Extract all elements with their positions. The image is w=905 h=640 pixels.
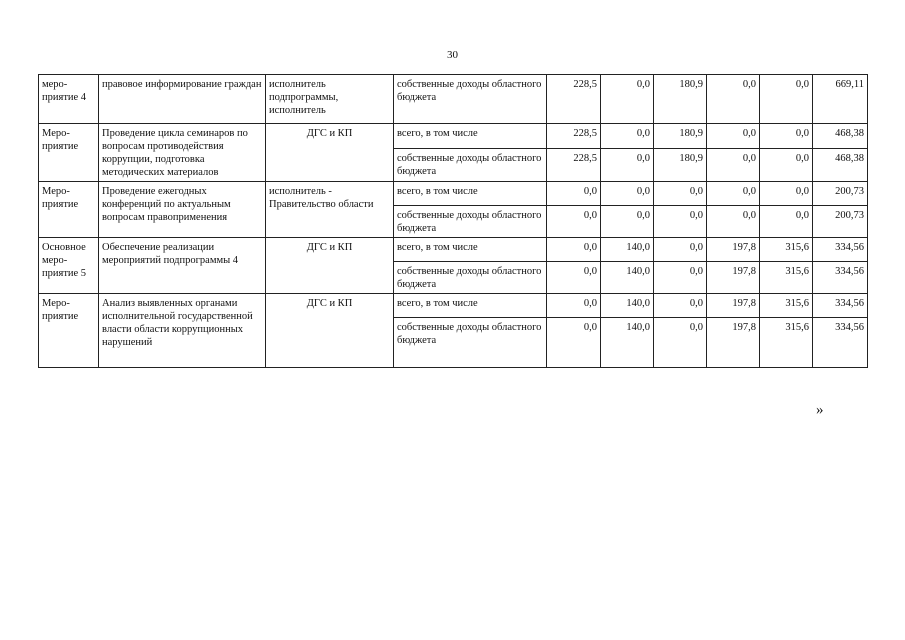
value-cell: 0,0 bbox=[654, 182, 707, 206]
value-cell: 180,9 bbox=[654, 148, 707, 181]
value-cell: 228,5 bbox=[547, 124, 601, 149]
value-cell: 200,73 bbox=[813, 206, 868, 238]
budget-table bbox=[38, 74, 868, 368]
value-cell: 0,0 bbox=[547, 294, 601, 318]
executor-cell: ДГС и КП bbox=[266, 238, 394, 294]
value-cell: 197,8 bbox=[707, 262, 760, 294]
funding-source-cell: всего, в том числе bbox=[394, 124, 547, 149]
value-cell: 0,0 bbox=[760, 182, 813, 206]
table-body bbox=[39, 75, 868, 368]
funding-source-cell: собственные доходы областного бюджета bbox=[394, 262, 547, 294]
value-cell: 315,6 bbox=[760, 238, 813, 262]
page-number: 30 bbox=[447, 49, 458, 61]
value-cell: 0,0 bbox=[707, 206, 760, 238]
value-cell: 0,0 bbox=[654, 294, 707, 318]
value-cell: 0,0 bbox=[654, 262, 707, 294]
value-cell: 0,0 bbox=[601, 148, 654, 181]
value-cell: 0,0 bbox=[760, 75, 813, 124]
value-cell: 228,5 bbox=[547, 148, 601, 181]
funding-source-cell: собственные доходы областного бюджета bbox=[394, 206, 547, 238]
value-cell: 468,38 bbox=[813, 148, 868, 181]
value-cell: 315,6 bbox=[760, 294, 813, 318]
closing-quote: » bbox=[816, 402, 824, 418]
measure-name-cell: Анализ выявленных органами исполнительной государственной власти области коррупционных нарушений bbox=[99, 294, 266, 368]
value-cell: 140,0 bbox=[601, 294, 654, 318]
value-cell: 0,0 bbox=[654, 318, 707, 368]
value-cell: 0,0 bbox=[760, 148, 813, 181]
measure-name-cell: Проведение ежегодных конференций по актуальным вопросам правоприменения bbox=[99, 182, 266, 238]
value-cell: 334,56 bbox=[813, 262, 868, 294]
value-cell: 315,6 bbox=[760, 262, 813, 294]
measure-type-cell: меро- приятие 4 bbox=[39, 75, 99, 124]
value-cell: 140,0 bbox=[601, 238, 654, 262]
value-cell: 200,73 bbox=[813, 182, 868, 206]
value-cell: 0,0 bbox=[601, 206, 654, 238]
table-row bbox=[39, 238, 868, 262]
funding-source-cell: собственные доходы областного бюджета bbox=[394, 75, 547, 124]
value-cell: 0,0 bbox=[547, 238, 601, 262]
funding-source-cell: собственные доходы областного бюджета bbox=[394, 148, 547, 181]
executor-cell: ДГС и КП bbox=[266, 124, 394, 182]
value-cell: 197,8 bbox=[707, 318, 760, 368]
value-cell: 0,0 bbox=[601, 75, 654, 124]
value-cell: 0,0 bbox=[547, 182, 601, 206]
table-row bbox=[39, 182, 868, 206]
table-row bbox=[39, 124, 868, 149]
funding-source-cell: всего, в том числе bbox=[394, 238, 547, 262]
value-cell: 0,0 bbox=[601, 182, 654, 206]
executor-cell: исполнитель - Правительство области bbox=[266, 182, 394, 238]
funding-source-cell: всего, в том числе bbox=[394, 182, 547, 206]
value-cell: 180,9 bbox=[654, 75, 707, 124]
value-cell: 334,56 bbox=[813, 238, 868, 262]
measure-name-cell: Обеспечение реализации мероприятий подпрограммы 4 bbox=[99, 238, 266, 294]
value-cell: 0,0 bbox=[707, 182, 760, 206]
measure-name-cell: правовое информирование граждан bbox=[99, 75, 266, 124]
value-cell: 0,0 bbox=[547, 262, 601, 294]
value-cell: 140,0 bbox=[601, 262, 654, 294]
table-row bbox=[39, 294, 868, 318]
value-cell: 0,0 bbox=[707, 148, 760, 181]
value-cell: 334,56 bbox=[813, 294, 868, 318]
value-cell: 0,0 bbox=[707, 124, 760, 149]
value-cell: 197,8 bbox=[707, 294, 760, 318]
value-cell: 0,0 bbox=[654, 206, 707, 238]
value-cell: 180,9 bbox=[654, 124, 707, 149]
value-cell: 0,0 bbox=[760, 206, 813, 238]
value-cell: 669,11 bbox=[813, 75, 868, 124]
value-cell: 0,0 bbox=[547, 206, 601, 238]
value-cell: 197,8 bbox=[707, 238, 760, 262]
value-cell: 315,6 bbox=[760, 318, 813, 368]
measure-type-cell: Меро- приятие bbox=[39, 124, 99, 182]
measure-type-cell: Меро- приятие bbox=[39, 294, 99, 368]
funding-source-cell: всего, в том числе bbox=[394, 294, 547, 318]
value-cell: 468,38 bbox=[813, 124, 868, 149]
table-row bbox=[39, 75, 868, 124]
measure-type-cell: Меро- приятие bbox=[39, 182, 99, 238]
value-cell: 140,0 bbox=[601, 318, 654, 368]
value-cell: 0,0 bbox=[760, 124, 813, 149]
funding-source-cell: собственные доходы областного бюджета bbox=[394, 318, 547, 368]
measure-name-cell: Проведение цикла семинаров по вопросам противодействия коррупции, подготовка методических материалов bbox=[99, 124, 266, 182]
executor-cell: исполнитель подпрограммы, исполнитель bbox=[266, 75, 394, 124]
value-cell: 0,0 bbox=[601, 124, 654, 149]
value-cell: 0,0 bbox=[707, 75, 760, 124]
value-cell: 0,0 bbox=[654, 238, 707, 262]
measure-type-cell: Основное меро- приятие 5 bbox=[39, 238, 99, 294]
value-cell: 334,56 bbox=[813, 318, 868, 368]
executor-cell: ДГС и КП bbox=[266, 294, 394, 368]
value-cell: 0,0 bbox=[547, 318, 601, 368]
value-cell: 228,5 bbox=[547, 75, 601, 124]
